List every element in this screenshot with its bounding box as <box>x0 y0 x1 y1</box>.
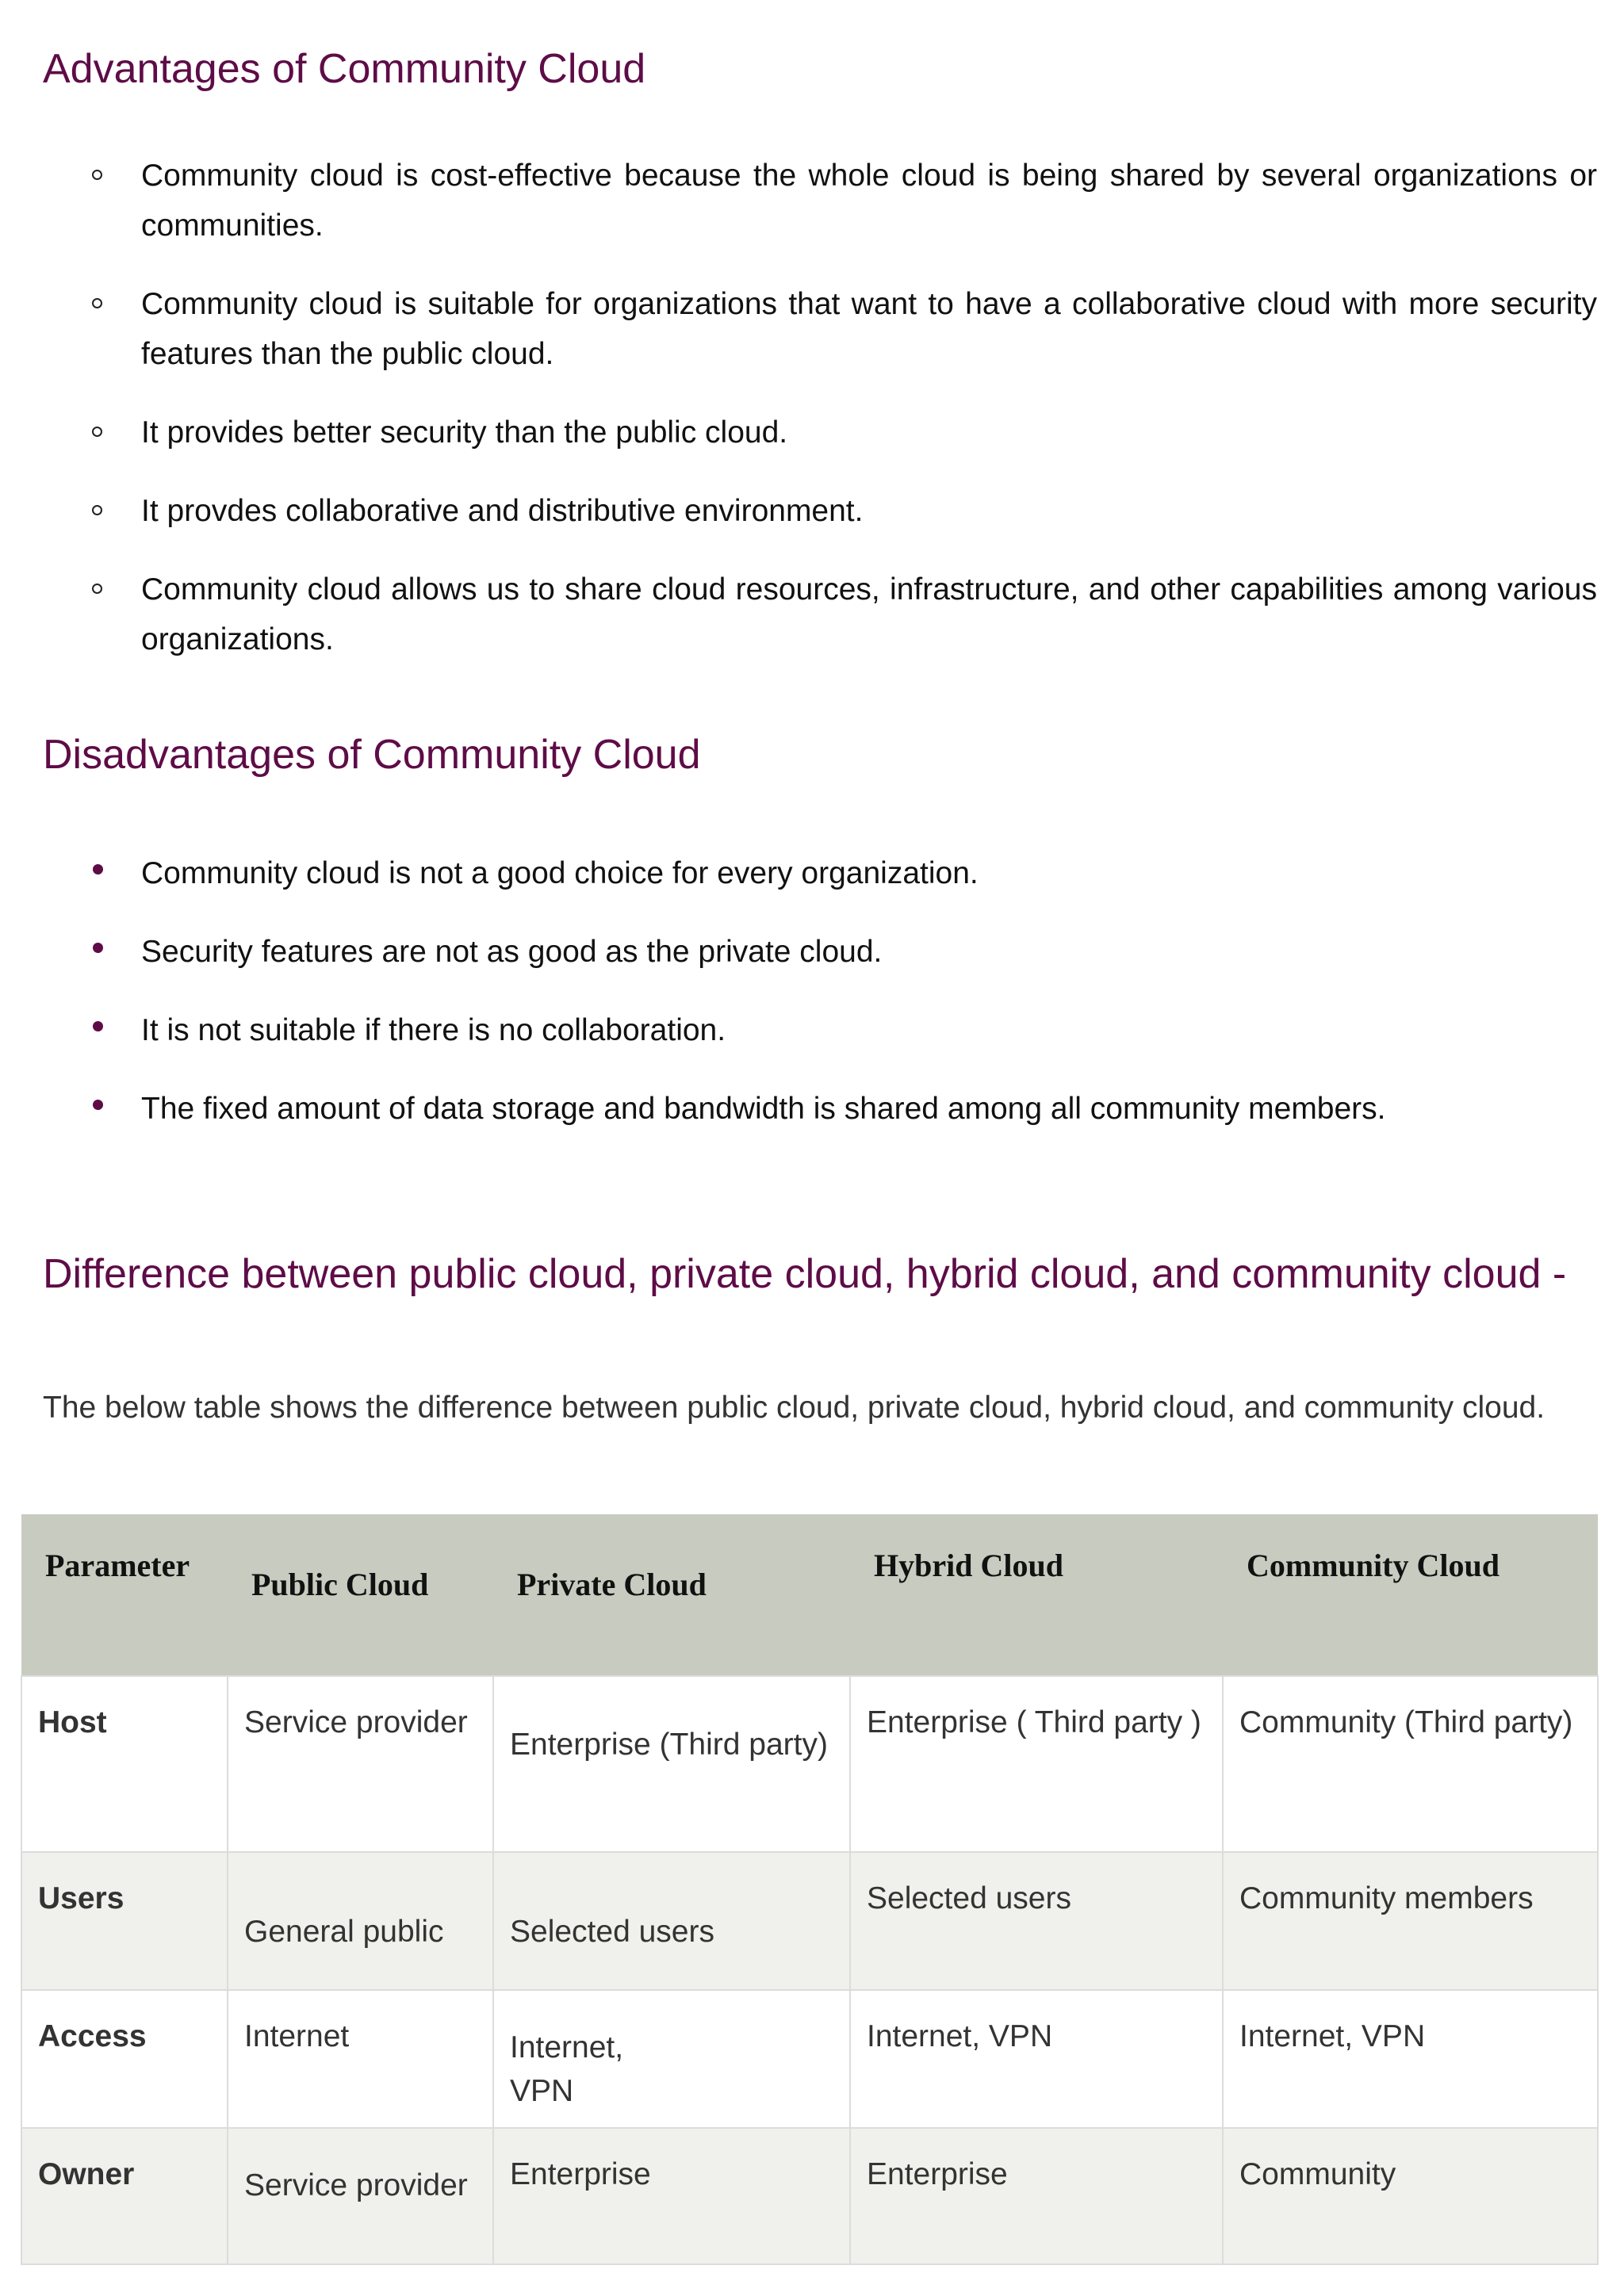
header-cell-public: Public Cloud <box>228 1514 493 1676</box>
difference-intro: The below table shows the difference between public cloud, private cloud, hybrid cloud, and community cloud. <box>43 1391 1545 1425</box>
table-header-row <box>21 1514 1598 1676</box>
table-row <box>21 1990 1598 2128</box>
table-cell: Internet, VPN <box>1223 1990 1598 2128</box>
comparison-table <box>21 1514 1599 2265</box>
table-row <box>21 1676 1598 1852</box>
list-item: The fixed amount of data storage and bandwidth is shared among all community members. <box>43 1084 1597 1134</box>
dot-bullet-icon <box>93 1021 103 1031</box>
list-item: It provides better security than the public cloud. <box>43 408 1597 457</box>
list-item: It provdes collaborative and distributive environment. <box>43 486 1597 536</box>
dot-bullet-icon <box>93 864 103 874</box>
table-row <box>21 2128 1598 2264</box>
table-cell: Selected users <box>493 1852 850 1990</box>
table-cell: Enterprise <box>493 2128 850 2264</box>
table-cell: Service provider <box>228 1676 493 1852</box>
circle-bullet-icon <box>92 584 102 594</box>
list-item: Community cloud allows us to share cloud resources, infrastructure, and other capabilities among various organizations. <box>43 564 1597 664</box>
table-cell: Owner <box>21 2128 228 2264</box>
header-cell-community: Community Cloud <box>1223 1514 1598 1676</box>
table-row <box>21 1852 1598 1990</box>
table-cell: Internet, VPN <box>493 1990 850 2128</box>
advantages-heading: Advantages of Community Cloud <box>43 46 646 92</box>
circle-bullet-icon <box>92 170 102 180</box>
table-cell: General public <box>228 1852 493 1990</box>
table-cell: Enterprise (Third party) <box>493 1676 850 1852</box>
table-cell: Community (Third party) <box>1223 1676 1598 1852</box>
disadvantages-heading: Disadvantages of Community Cloud <box>43 732 701 778</box>
circle-bullet-icon <box>92 298 102 308</box>
advantages-list <box>43 151 1597 693</box>
disadvantages-list <box>43 848 1597 1162</box>
table-cell: Service provider <box>228 2128 493 2264</box>
table-cell: Enterprise <box>850 2128 1223 2264</box>
table-cell: Users <box>21 1852 228 1990</box>
table-cell: Community <box>1223 2128 1598 2264</box>
header-cell-hybrid: Hybrid Cloud <box>850 1514 1223 1676</box>
table-cell: Enterprise ( Third party ) <box>850 1676 1223 1852</box>
list-item: It is not suitable if there is no collaboration. <box>43 1005 1597 1055</box>
list-item: Community cloud is suitable for organizations that want to have a collaborative cloud with more security features than the public cloud. <box>43 279 1597 379</box>
table-cell: Host <box>21 1676 228 1852</box>
circle-bullet-icon <box>92 505 102 515</box>
difference-heading: Difference between public cloud, private cloud, hybrid cloud, and community cloud - <box>43 1251 1567 1297</box>
table-cell: Access <box>21 1990 228 2128</box>
header-cell-parameter: Parameter <box>21 1514 228 1676</box>
list-item: Security features are not as good as the private cloud. <box>43 927 1597 977</box>
header-cell-private: Private Cloud <box>493 1514 850 1676</box>
table-cell: Selected users <box>850 1852 1223 1990</box>
list-item: Community cloud is not a good choice for every organization. <box>43 848 1597 898</box>
circle-bullet-icon <box>92 427 102 437</box>
dot-bullet-icon <box>93 1100 103 1110</box>
table-cell: Internet, VPN <box>850 1990 1223 2128</box>
list-item: Community cloud is cost-effective because the whole cloud is being shared by several organizations or communities. <box>43 151 1597 251</box>
table-cell: Community members <box>1223 1852 1598 1990</box>
table-cell: Internet <box>228 1990 493 2128</box>
dot-bullet-icon <box>93 943 103 953</box>
